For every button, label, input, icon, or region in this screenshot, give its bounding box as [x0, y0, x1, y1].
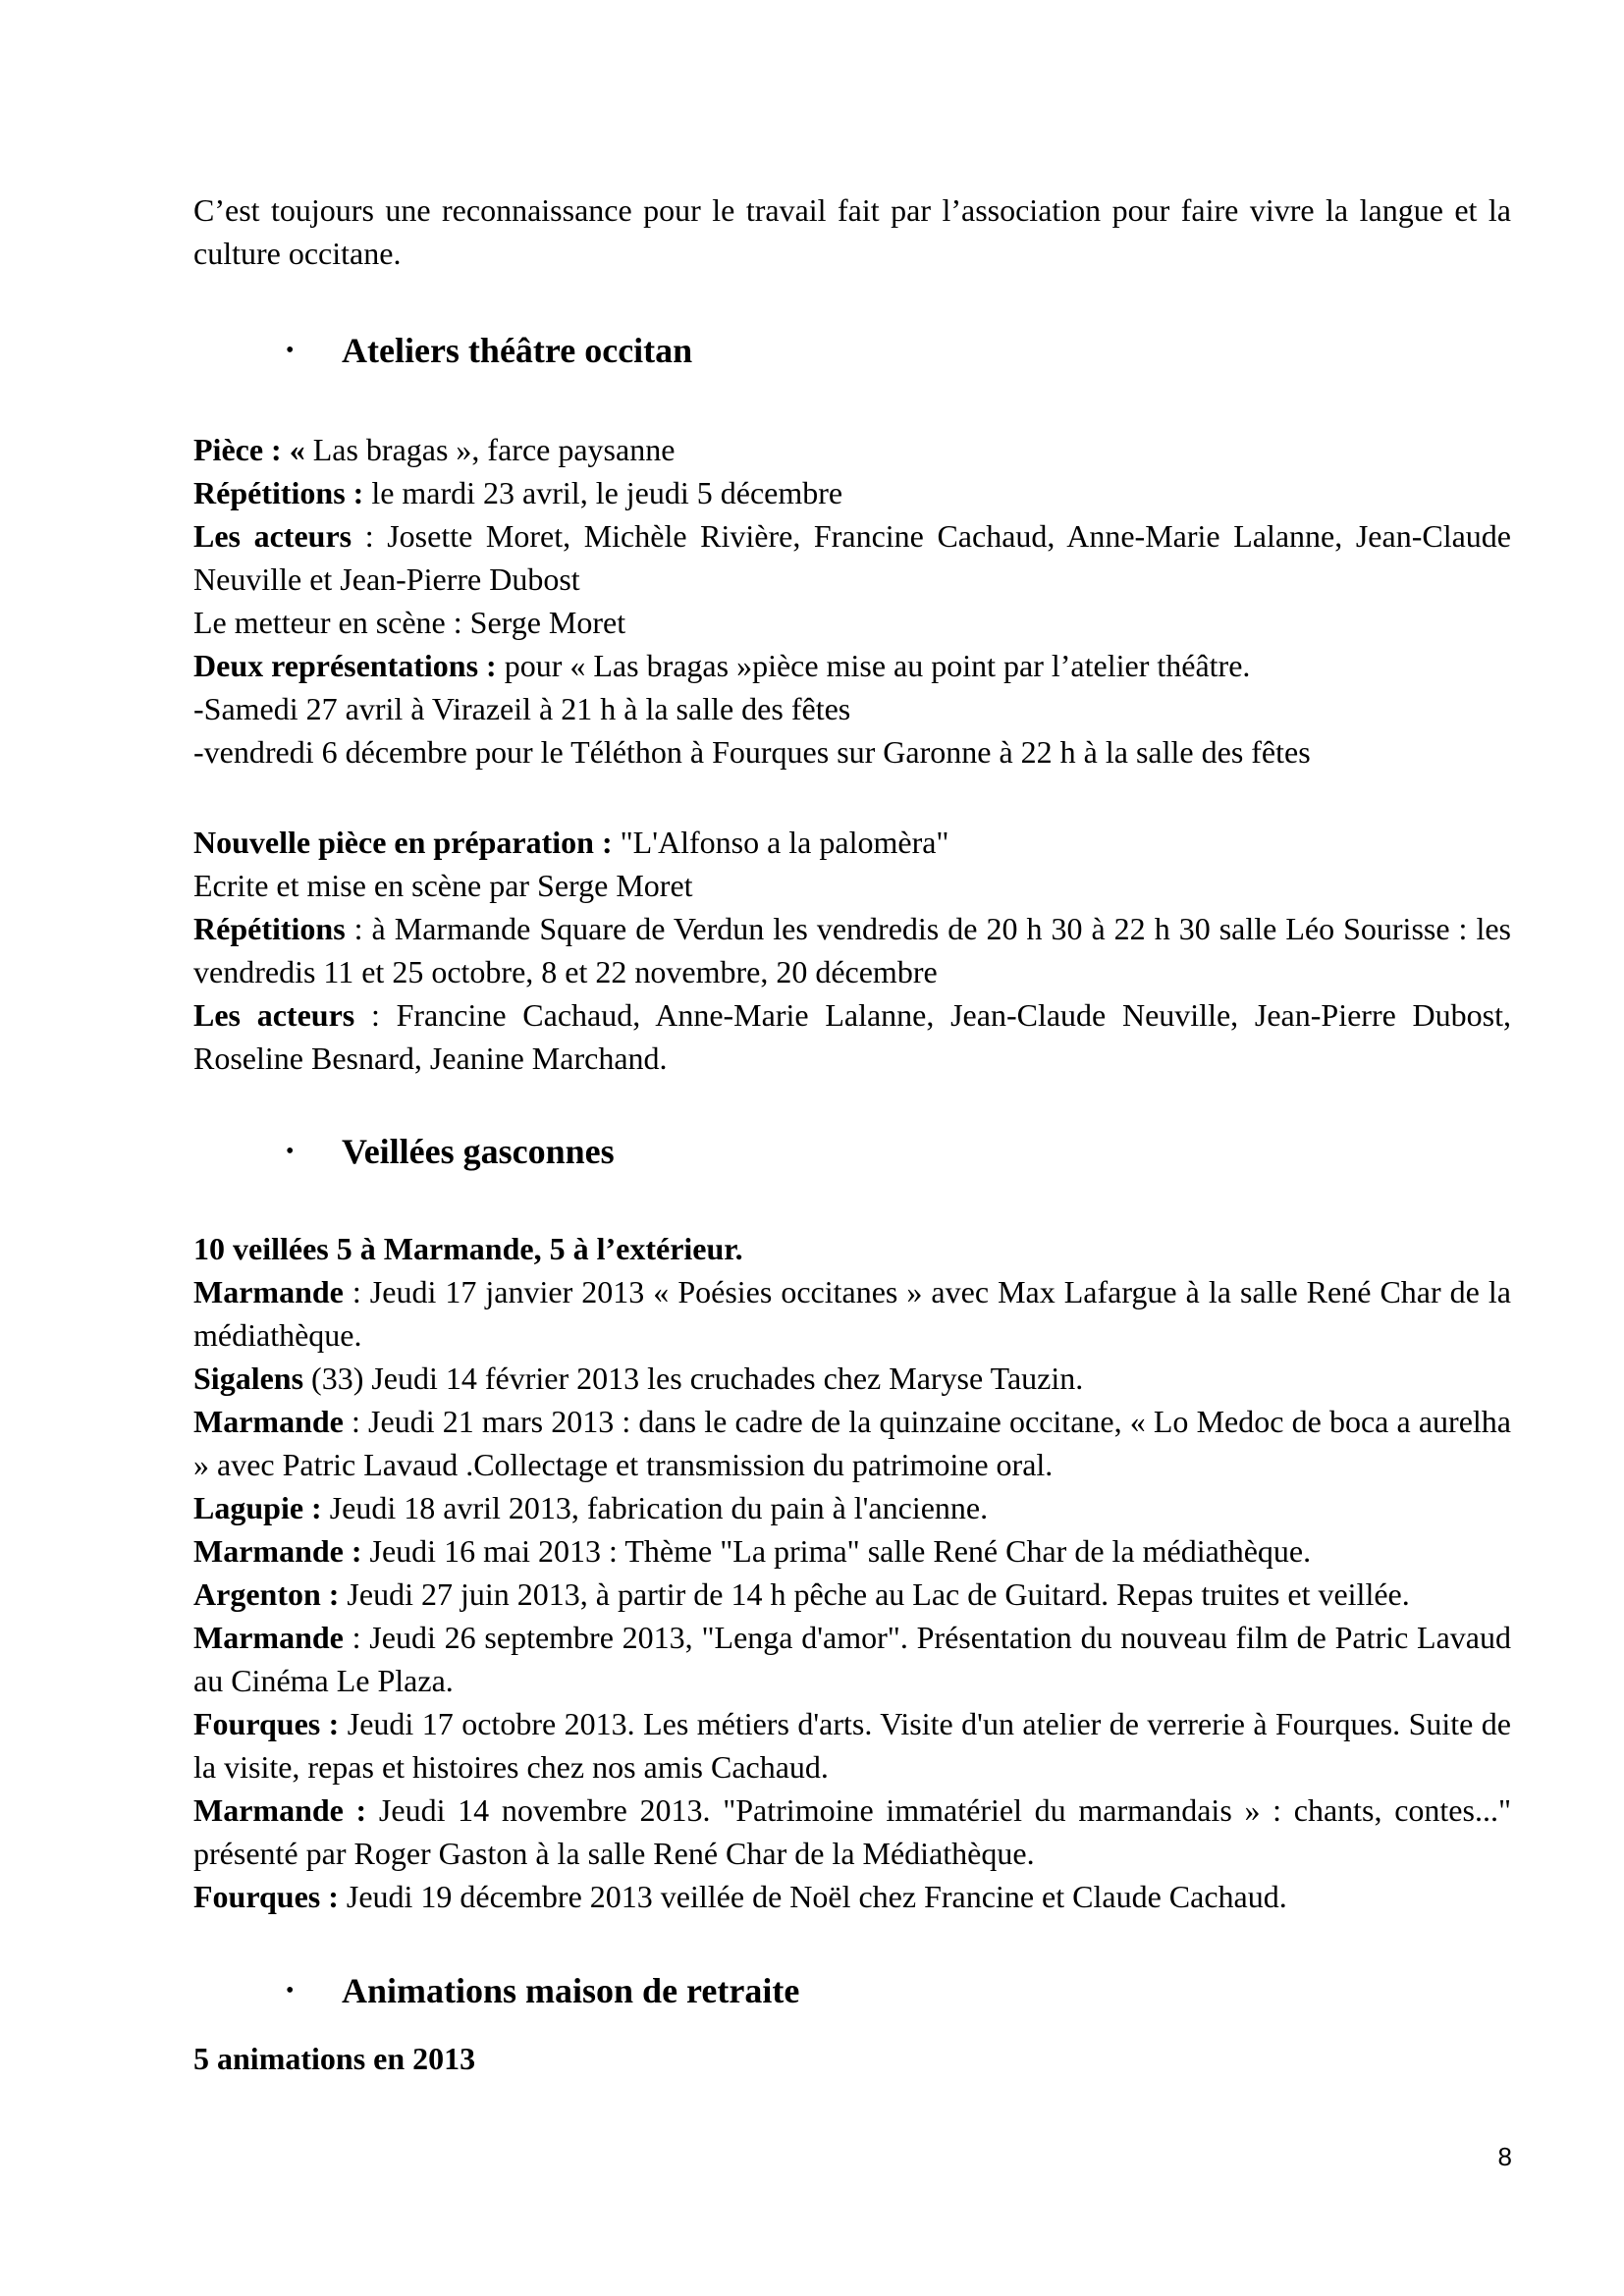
acteurs2-paragraph [193, 993, 1511, 1080]
repetitions2-label: Répétitions [193, 911, 346, 946]
veillee-place: Marmande [193, 1404, 344, 1439]
representations-line [193, 644, 1511, 687]
veillee-text: Jeudi 27 juin 2013, à partir de 14 h pêche au Lac de Guitard. Repas truites et veillée. [339, 1576, 1410, 1612]
bullet-icon: • [286, 1139, 295, 1164]
nouvelle-piece-line [193, 821, 1511, 864]
veillee-entry [193, 1616, 1511, 1702]
repetitions2-paragraph [193, 907, 1511, 993]
piece-label: Pièce : « [193, 432, 305, 467]
nouvelle-piece-value: "L'Alfonso a la palomèra" [612, 825, 949, 860]
veillee-text: Jeudi 17 octobre 2013. Les métiers d'arts. Visite d'un atelier de verrerie à Fourques. Suite de la visite, repas et histoires chez nos amis Cachaud. [193, 1706, 1512, 1785]
repetitions-label: Répétitions : [193, 475, 364, 510]
veillee-place: Fourques : [193, 1706, 340, 1741]
representation-date-1: -Samedi 27 avril à Virazeil à 21 h à la salle des fêtes [193, 691, 851, 726]
veillee-entry [193, 1270, 1511, 1357]
piece-value: Las bragas », farce paysanne [304, 432, 676, 467]
veillee-entry [193, 1875, 1511, 1918]
metteur-line: Le metteur en scène : Serge Moret [193, 605, 626, 640]
veillee-text: : Jeudi 21 mars 2013 : dans le cadre de la quinzaine occitane, « Lo Medoc de boca a aurelha » avec Patric Lavaud .Collectage et transmission du patrimoine oral. [193, 1404, 1511, 1482]
veillee-entry [193, 1702, 1511, 1789]
repetitions2-value: : à Marmande Square de Verdun les vendredis de 20 h 30 à 22 h 30 salle Léo Sourisse : les vendredis 11 et 25 octobre, 8 et 22 novembre, 20 décembre [193, 911, 1511, 989]
nouvelle-piece-label: Nouvelle pièce en préparation : [193, 825, 613, 860]
veillee-place: Marmande : [193, 1533, 362, 1569]
veillees-summary: 10 veillées 5 à Marmande, 5 à l’extérieur. [193, 1231, 743, 1266]
veillee-place: Marmande [193, 1274, 344, 1309]
intro-paragraph: C’est toujours une reconnaissance pour le travail fait par l’association pour faire vivre la langue et la culture occitane. [193, 192, 1511, 271]
veillee-text: Jeudi 16 mai 2013 : Thème "La prima" salle René Char de la médiathèque. [361, 1533, 1312, 1569]
retraite-summary: 5 animations en 2013 [193, 2041, 476, 2076]
veillee-entry [193, 1529, 1511, 1573]
bullet-icon: • [286, 1978, 295, 2003]
acteurs-paragraph [193, 514, 1511, 601]
page-number: 8 [1497, 2142, 1512, 2171]
repetitions-line [193, 471, 1511, 514]
veillee-place: Sigalens [193, 1361, 304, 1396]
section-title: Veillées gasconnes [342, 1132, 615, 1171]
veillee-text: (33) Jeudi 14 février 2013 les cruchades chez Maryse Tauzin. [303, 1361, 1084, 1396]
veillee-place: Fourques : [193, 1879, 339, 1914]
section-title: Ateliers théâtre occitan [342, 331, 693, 370]
veillee-entry [193, 1789, 1511, 1875]
repetitions-value: le mardi 23 avril, le jeudi 5 décembre [363, 475, 843, 510]
acteurs2-label: Les acteurs [193, 997, 355, 1033]
veillee-place: Marmande [193, 1620, 344, 1655]
acteurs-value: : Josette Moret, Michèle Rivière, Francine Cachaud, Anne-Marie Lalanne, Jean-Claude Neuville et Jean-Pierre Dubost [193, 518, 1512, 597]
veillee-place: Argenton : [193, 1576, 340, 1612]
veillee-place: Marmande : [193, 1792, 367, 1828]
piece-line [193, 428, 1511, 471]
veillee-entry [193, 1357, 1511, 1400]
veillee-place: Lagupie : [193, 1490, 322, 1525]
ecrite-line: Ecrite et mise en scène par Serge Moret [193, 868, 693, 903]
veillee-text: Jeudi 14 novembre 2013. "Patrimoine immatériel du marmandais » : chants, contes..." présenté par Roger Gaston à la salle René Char de la Médiathèque. [193, 1792, 1512, 1871]
bullet-icon: • [286, 338, 295, 363]
veillee-entry [193, 1486, 1511, 1529]
veillee-text: : Jeudi 17 janvier 2013 « Poésies occitanes » avec Max Lafargue à la salle René Char de la médiathèque. [193, 1274, 1511, 1353]
veillee-text: : Jeudi 26 septembre 2013, "Lenga d'amor". Présentation du nouveau film de Patric Lavaud au Cinéma Le Plaza. [193, 1620, 1511, 1698]
veillee-entry [193, 1573, 1511, 1616]
representations-value: pour « Las bragas »pièce mise au point par l’atelier théâtre. [496, 648, 1251, 683]
representations-label: Deux représentations : [193, 648, 497, 683]
veillee-text: Jeudi 19 décembre 2013 veillée de Noël chez Francine et Claude Cachaud. [338, 1879, 1287, 1914]
veillee-entry [193, 1400, 1511, 1486]
section-title: Animations maison de retraite [342, 1971, 800, 2010]
acteurs2-value: : Francine Cachaud, Anne-Marie Lalanne, Jean-Claude Neuville, Jean-Pierre Dubost, Roseline Besnard, Jeanine Marchand. [193, 997, 1512, 1076]
veillee-text: Jeudi 18 avril 2013, fabrication du pain à l'ancienne. [321, 1490, 989, 1525]
representation-date-2: -vendredi 6 décembre pour le Téléthon à Fourques sur Garonne à 22 h à la salle des fêtes [193, 734, 1311, 770]
acteurs-label: Les acteurs [193, 518, 352, 554]
